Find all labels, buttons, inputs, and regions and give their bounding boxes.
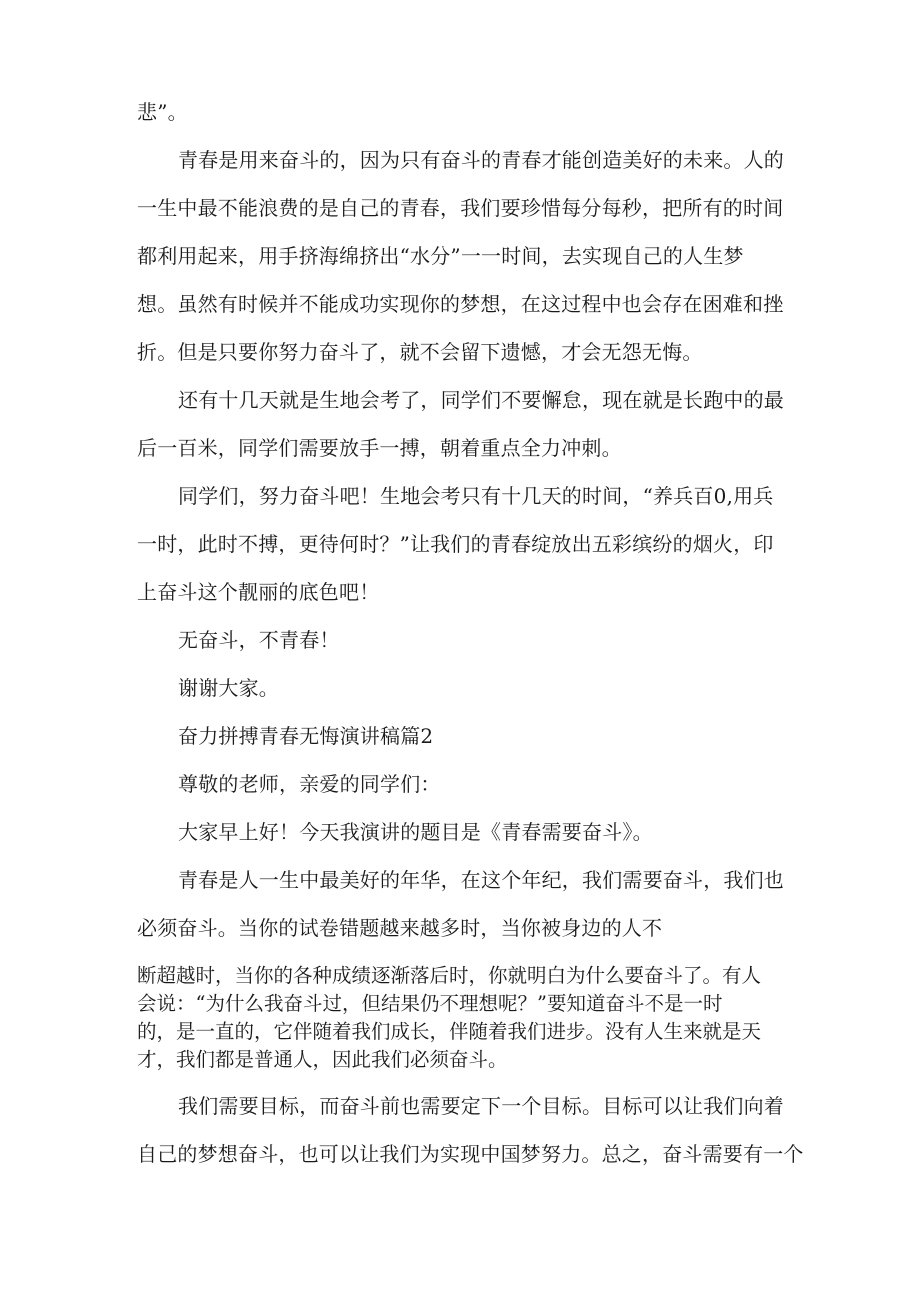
text-line: 我们需要目标，而奋斗前也需要定下一个目标。目标可以让我们向着 — [178, 1094, 784, 1118]
text-line: 一生中最不能浪费的是自己的青春，我们要珍惜每分每秒，把所有的时间 — [137, 196, 784, 220]
text-line: 大家早上好！今天我演讲的题目是《青春需要奋斗》。 — [178, 820, 653, 844]
text-line: 无奋斗，不青春！ — [178, 628, 340, 652]
text-line: 折。但是只要你努力奋斗了，就不会留下遗憾，才会无怨无悔。 — [137, 340, 703, 364]
text-line: 会说：“为什么我奋斗过，但结果仍不理想呢？”要知道奋斗不是一时 — [137, 992, 723, 1015]
text-line: 一时，此时不搏，更待何时？”让我们的青春绽放出五彩缤纷的烟火，印 — [137, 532, 774, 556]
text-line: 青春是用来奋斗的，因为只有奋斗的青春才能创造美好的未来。人的 — [178, 148, 784, 172]
text-line: 才，我们都是普通人，因此我们必须奋斗。 — [137, 1048, 508, 1071]
text-line: 谢谢大家。 — [178, 676, 279, 700]
text-line: 尊敬的老师，亲爱的同学们： — [178, 772, 441, 796]
text-line: 想。虽然有时候并不能成功实现你的梦想，在这过程中也会存在困难和挫 — [137, 292, 784, 316]
section-heading: 奋力拼搏青春无悔演讲稿篇2 — [178, 724, 434, 748]
text-line: 都利用起来，用手挤海绵挤出“水分”一一时间，去实现自己的人生梦 — [137, 244, 744, 268]
text-line: 青春是人一生中最美好的年华，在这个年纪，我们需要奋斗，我们也 — [178, 868, 784, 892]
text-line: 必须奋斗。当你的试卷错题越来越多时，当你被身边的人不 — [137, 916, 663, 940]
text-line: 悲”。 — [137, 100, 188, 124]
text-line: 同学们，努力奋斗吧！生地会考只有十几天的时间，“养兵百0,用兵 — [178, 484, 774, 508]
text-line: 还有十几天就是生地会考了，同学们不要懈怠，现在就是长跑中的最 — [178, 388, 784, 412]
text-line: 的，是一直的，它伴随着我们成长，伴随着我们进步。没有人生来就是天 — [137, 1020, 762, 1043]
text-line: 自己的梦想奋斗，也可以让我们为实现中国梦努力。总之，奋斗需要有一个 — [137, 1142, 804, 1166]
text-line: 断超越时，当你的各种成绩逐渐落后时，你就明白为什么要奋斗了。有人 — [137, 964, 762, 987]
text-line: 上奋斗这个靓丽的底色吧！ — [137, 580, 380, 604]
text-line: 后一百米，同学们需要放手一搏，朝着重点全力冲刺。 — [137, 436, 622, 460]
